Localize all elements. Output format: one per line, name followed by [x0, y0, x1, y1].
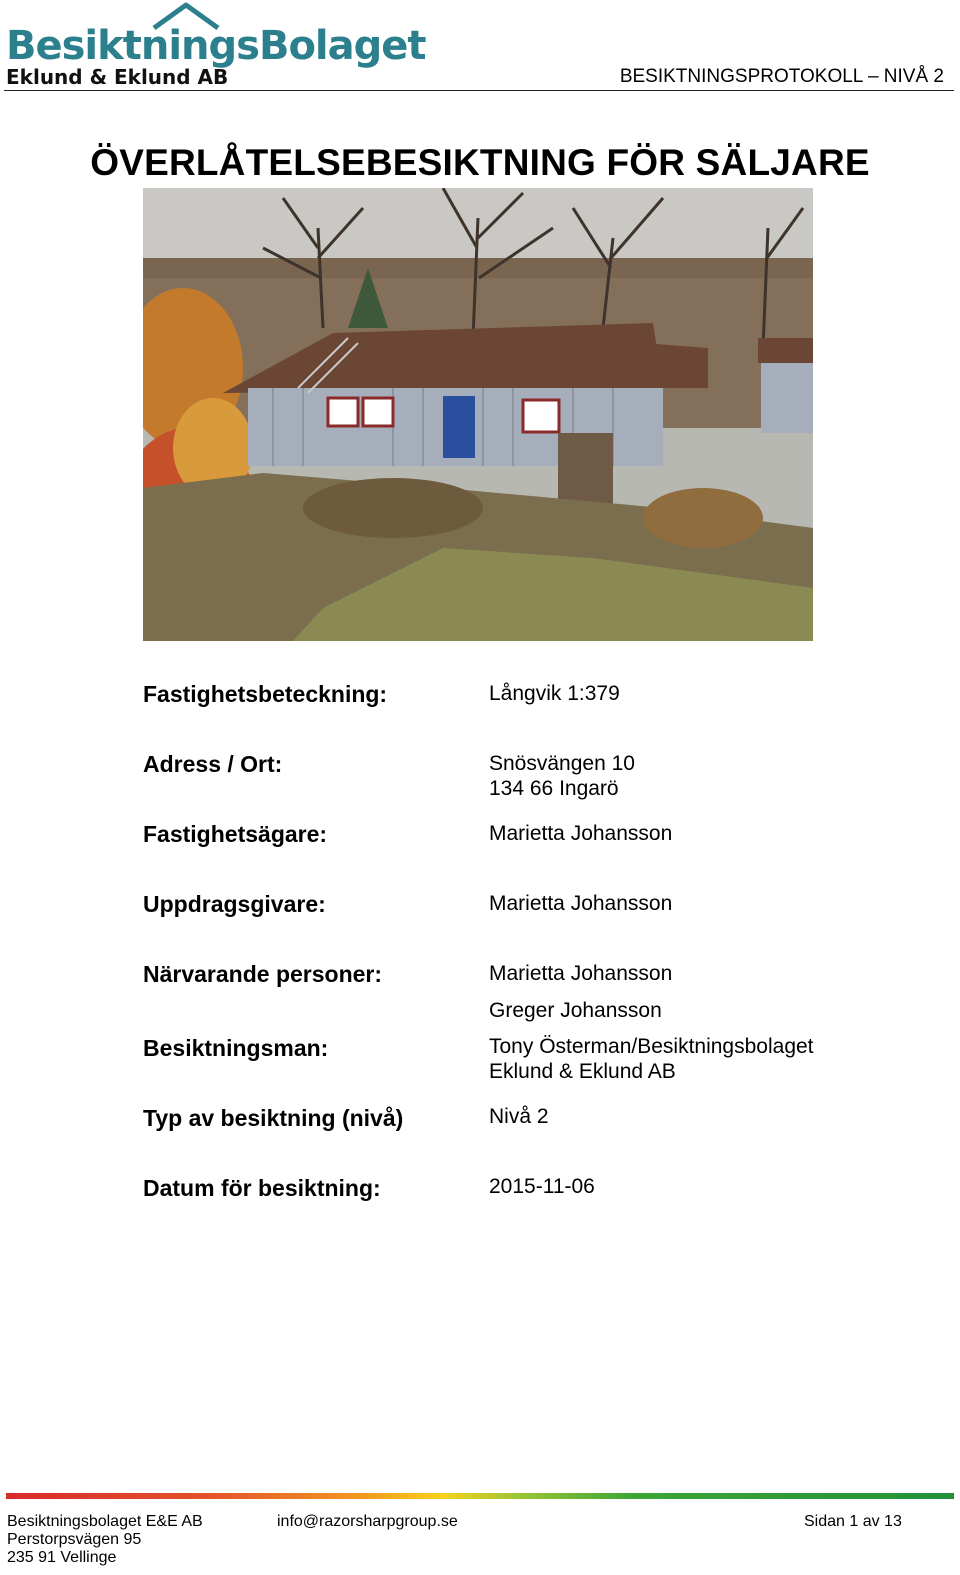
value-besiktningsman-line2: Eklund & Eklund AB: [489, 1060, 676, 1083]
label-adress: Adress / Ort:: [143, 751, 283, 777]
label-fastighetsbeteckning: Fastighetsbeteckning:: [143, 681, 388, 707]
footer-page-number: Sidan 1 av 13: [804, 1513, 902, 1530]
value-uppdragsgivare: Marietta Johansson: [489, 892, 673, 915]
footer-city: 235 91 Vellinge: [7, 1549, 117, 1566]
value-fastighetsagare: Marietta Johansson: [489, 822, 673, 845]
label-besiktningsman: Besiktningsman:: [143, 1035, 329, 1061]
page-title: ÖVERLÅTELSEBESIKTNING FÖR SÄLJARE: [90, 142, 870, 183]
property-photo: [143, 188, 813, 641]
header-divider: [4, 90, 954, 91]
logo-wordmark: BesiktningsBolaget: [6, 23, 426, 69]
label-narvarande: Närvarande personer:: [143, 961, 383, 987]
label-datum: Datum för besiktning:: [143, 1175, 381, 1201]
label-typ-av-besiktning: Typ av besiktning (nivå): [143, 1105, 404, 1131]
value-narvarande-2: Greger Johansson: [489, 999, 662, 1022]
footer-company: Besiktningsbolaget E&E AB: [7, 1513, 203, 1530]
logo-subtitle: Eklund & Eklund AB: [6, 65, 229, 89]
value-besiktningsman-line1: Tony Österman/Besiktningsbolaget: [489, 1035, 814, 1058]
footer-street: Perstorpsvägen 95: [7, 1531, 142, 1548]
footer-email-link[interactable]: info@razorsharpgroup.se: [277, 1513, 458, 1530]
footer-color-bar: [6, 1493, 954, 1499]
value-narvarande-1: Marietta Johansson: [489, 962, 673, 985]
label-fastighetsagare: Fastighetsägare:: [143, 821, 328, 847]
value-typ-av-besiktning: Nivå 2: [489, 1105, 549, 1128]
value-adress-line1: Snösvängen 10: [489, 752, 635, 775]
value-adress-line2: 134 66 Ingarö: [489, 777, 619, 800]
label-uppdragsgivare: Uppdragsgivare:: [143, 891, 326, 917]
company-logo: [6, 2, 451, 88]
value-datum: 2015-11-06: [489, 1175, 595, 1198]
protocol-title: BESIKTNINGSPROTOKOLL – NIVÅ 2: [619, 66, 944, 87]
value-fastighetsbeteckning: Långvik 1:379: [489, 682, 620, 705]
